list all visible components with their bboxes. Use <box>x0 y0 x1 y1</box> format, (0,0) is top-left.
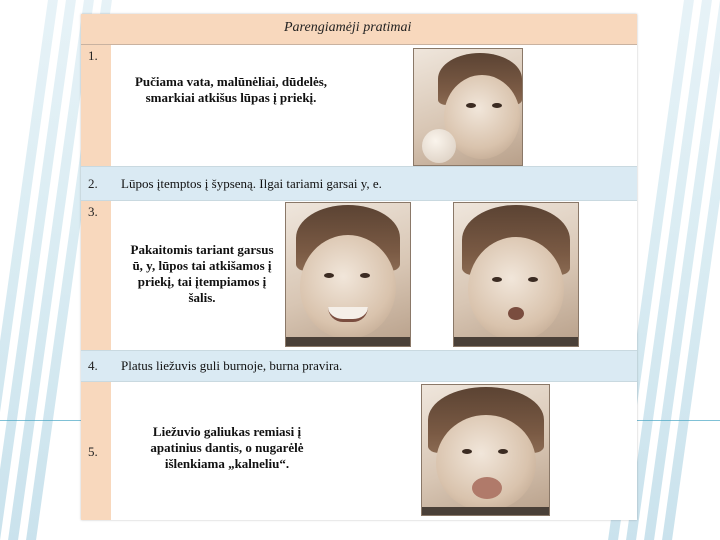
table-header <box>81 14 637 45</box>
row-number-cell <box>81 382 111 520</box>
row-number: 5. <box>88 444 98 459</box>
child-photo <box>285 202 411 347</box>
exercise-text: Liežuvio galiukas remiasi į apatinius dantis, o nugarėlė išlenkiama „kalneliu“. <box>150 424 304 471</box>
child-photo <box>453 202 579 347</box>
row-number-cell <box>81 167 111 200</box>
row-number-cell <box>81 351 111 381</box>
row-number-cell <box>81 45 111 166</box>
exercise-text: Platus liežuvis guli burnoje, burna pravira. <box>121 358 343 373</box>
exercise-text: Lūpos įtemptos į šypseną. Ilgai tariami garsai y, e. <box>121 176 382 191</box>
row-number: 2. <box>88 176 98 191</box>
exercise-table <box>81 14 637 520</box>
row-number: 1. <box>88 48 98 63</box>
exercise-text: Pučiama vata, malūnėliai, dūdelės, smarkiai atkišus lūpas į priekį. <box>134 74 328 105</box>
child-photo <box>421 384 550 516</box>
row-number: 4. <box>88 358 98 373</box>
table-title: Parengiamėji pratimai <box>284 20 412 35</box>
child-photo <box>413 48 523 166</box>
exercise-text: Pakaitomis tariant garsus ū, y, lūpos tai atkišamos į priekį, tai įtempiamos į šalis. <box>130 242 274 305</box>
row-number: 3. <box>88 204 98 219</box>
row-number-cell <box>81 201 111 351</box>
